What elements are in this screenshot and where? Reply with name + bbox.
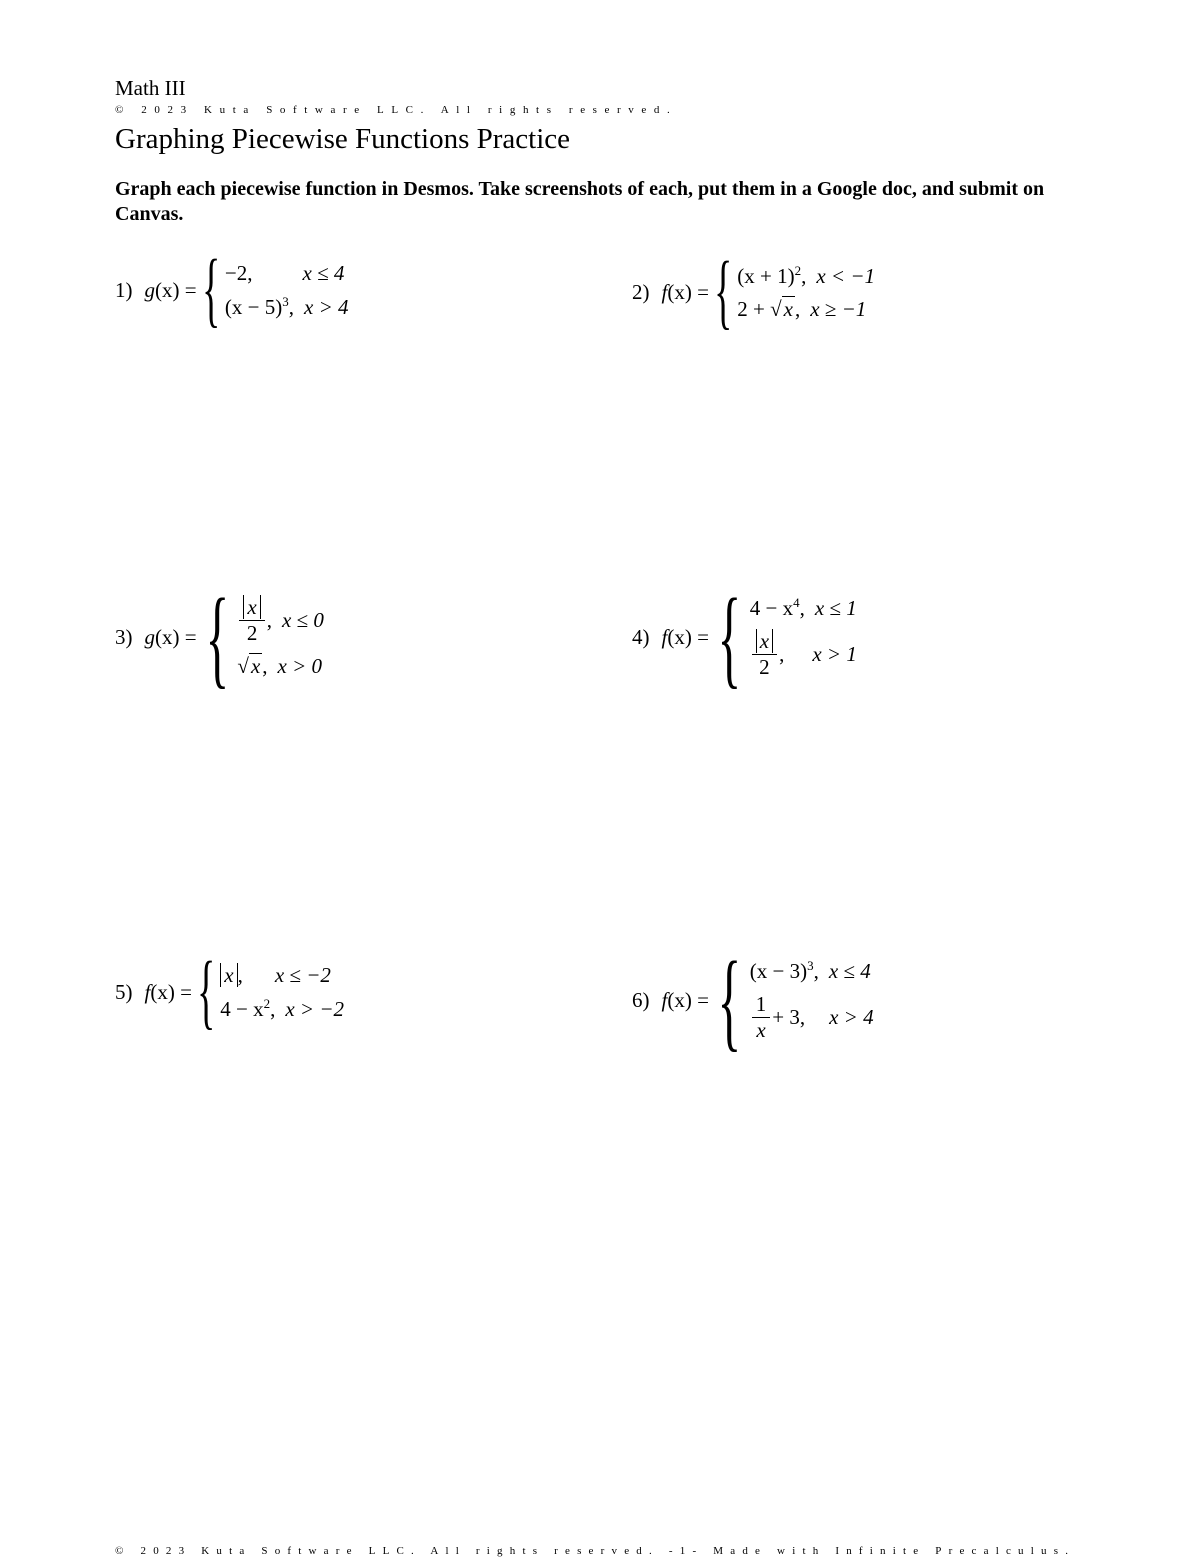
problem-number: 4) [632,624,650,649]
case-row: $4 - x^2$, x > −2 [220,995,345,1021]
fraction: $\frac{x}{2}$ [752,629,777,680]
case-row: √x, x > 0 [237,654,323,678]
problem-number: 2) [632,279,650,304]
problem-number: 5) [115,979,133,1004]
function-lhs: g(x) = [144,277,197,302]
piecewise-cases [737,263,875,322]
fraction: $\frac{x}{2}$ [239,595,264,646]
page-title: Graphing Piecewise Functions Practice [115,123,571,155]
sqrt-symbol: √x [237,654,261,678]
case-row: $(x - 5)^3$, x > 4 [224,293,349,319]
problem-2 [632,245,876,338]
piecewise-cases [750,595,857,680]
problem-1 [115,243,349,336]
sqrt-symbol: √x [770,296,793,321]
case-row: $4 - x^4$, x ≤ 1 [749,594,857,620]
function-lhs: f(x) = [144,979,192,1004]
piecewise-cases [220,963,344,1022]
problem-3 [115,576,324,698]
problem-number: 6) [632,987,650,1012]
problem-5 [115,945,345,1038]
instructions: Graph each piecewise function in Desmos. Take screenshots of each, put them in a Google doc, and submit on Canvas. [115,178,1045,225]
left-brace: { [714,245,733,338]
case-row: −2, x ≤ 4 [224,260,345,285]
function-lhs: g(x) = [144,624,197,649]
case-row: $(x - 3)^3$, x ≤ 4 [749,957,871,983]
piecewise-cases [237,595,323,679]
footer-copyright: © 2023 Kuta Software LLC. All rights reserved. -1- Made with Infinite Precalculus. [115,1545,1076,1557]
problem-6 [632,939,874,1061]
problem-4 [632,576,857,698]
case-row: $\frac{x}{2}$ , x ≤ 0 [237,595,323,646]
case-row: $(x + 1)^2$, x < −1 [737,262,876,288]
case-row: $\frac{1}{x}$ + 3, x > 4 [750,992,874,1043]
copyright-notice: © 2023 Kuta Software LLC. All rights reserved. [115,104,678,116]
problem-number: 3) [115,624,133,649]
course-name: Math III [115,76,186,100]
function-lhs: f(x) = [661,987,709,1012]
fraction: $\frac{1}{x}$ [752,992,771,1043]
left-brace: { [717,939,742,1061]
piecewise-cases [225,261,349,320]
left-brace: { [205,576,229,698]
left-brace: { [201,243,220,336]
case-row: x , x ≤ −2 [220,963,344,988]
case-row: $\frac{x}{2}$ , x > 1 [750,629,857,680]
left-brace: { [197,945,216,1038]
function-lhs: f(x) = [661,279,709,304]
piecewise-cases [750,958,874,1043]
left-brace: { [717,576,742,698]
problem-number: 1) [115,277,133,302]
case-row: 2 + √x, x ≥ −1 [737,296,867,321]
function-lhs: f(x) = [661,624,709,649]
